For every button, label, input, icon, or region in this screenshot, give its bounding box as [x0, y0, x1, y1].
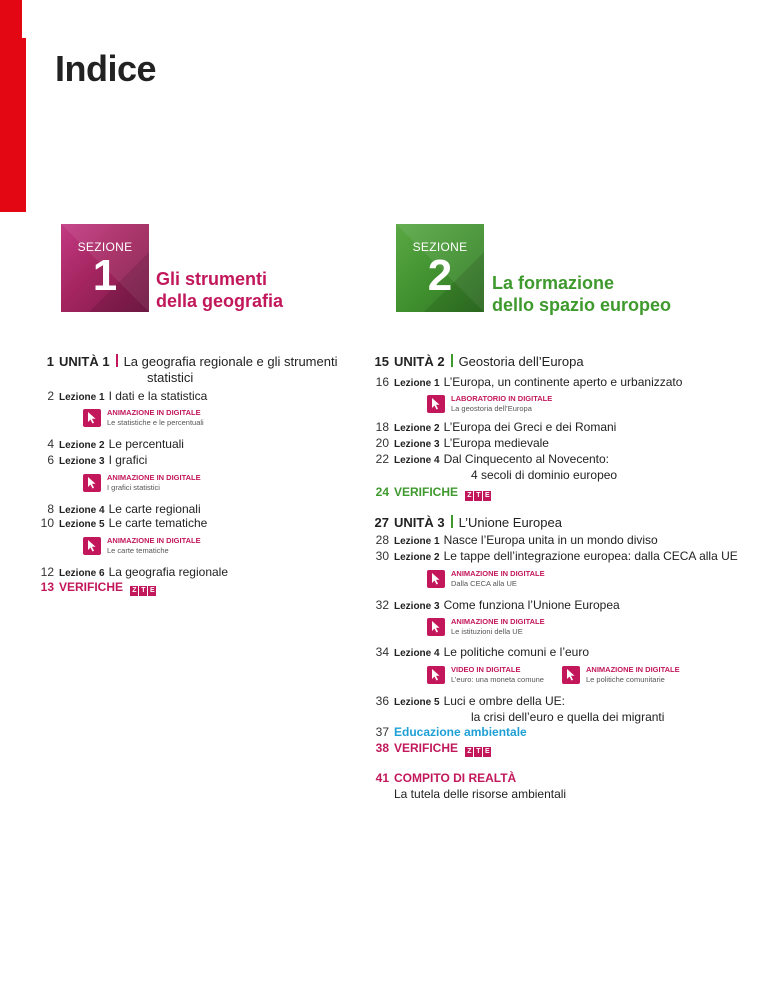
- cursor-arrow-icon: [83, 474, 101, 492]
- section-1-badge: [61, 224, 149, 312]
- section-1-title: Gli strumenti della geografia: [156, 269, 284, 311]
- toc-entry[interactable]: 22 Lezione 4 Dal Cinquecento al Novecento:: [375, 452, 610, 466]
- toc-entry[interactable]: 28 Lezione 1 Nasce l’Europa unita in un mondo diviso: [375, 533, 658, 547]
- verifiche-entry[interactable]: 13 VERIFICHE Z T E: [30, 580, 157, 596]
- red-accent-band: [0, 0, 22, 212]
- cursor-arrow-icon: [427, 395, 445, 413]
- toc-entry[interactable]: 6 Lezione 3 I grafici: [47, 453, 148, 467]
- section-label: SEZIONE: [77, 240, 133, 254]
- toc-entry[interactable]: 30 Lezione 2 Le tappe dell’integrazione europea: dalla CECA alla UE: [375, 549, 738, 563]
- toc-entry[interactable]: 12 Lezione 6 La geografia regionale: [40, 565, 229, 579]
- section-number: 1: [92, 251, 118, 300]
- lesson-title-cont: 4 secoli di dominio europeo: [471, 468, 618, 482]
- cursor-arrow-icon: [562, 666, 580, 684]
- toc-entry[interactable]: 32 Lezione 3 Come funziona l’Unione Europea: [375, 598, 620, 612]
- educazione-ambientale-entry[interactable]: 37 Educazione ambientale: [375, 725, 527, 739]
- cursor-arrow-icon: [427, 570, 445, 588]
- toc-entry[interactable]: 36 Lezione 5 Luci e ombre della UE:: [375, 694, 565, 708]
- zte-logo-icon: Z T E: [467, 492, 490, 499]
- compito-subtitle: La tutela delle risorse ambientali: [394, 787, 567, 801]
- unit-2-entry[interactable]: 15 UNITÀ 2 Geostoria dell’Europa: [374, 354, 584, 369]
- verifiche-entry[interactable]: 38 VERIFICHE Z T E: [365, 741, 492, 757]
- red-accent-hook: [22, 38, 48, 212]
- lesson-title-cont: la crisi dell’euro e quella dei migranti: [471, 710, 665, 724]
- unit-3-entry[interactable]: 27 UNITÀ 3 L’Unione Europea: [374, 515, 562, 530]
- zte-logo-icon: Z T E: [132, 587, 155, 594]
- zte-logo-icon: Z T E: [467, 748, 490, 755]
- unit-1-entry[interactable]: 1 UNITÀ 1 La geografia regionale e gli strumenti: [46, 354, 338, 369]
- section-number: 2: [427, 251, 453, 300]
- toc-entry[interactable]: 34 Lezione 4 Le politiche comuni e l’euro: [375, 645, 589, 659]
- section-2-badge: [396, 224, 484, 312]
- section-2-title: La formazione dello spazio europeo: [492, 273, 672, 315]
- cursor-arrow-icon: [427, 618, 445, 636]
- toc-entry[interactable]: 10 Lezione 5 Le carte tematiche: [40, 516, 208, 530]
- cursor-arrow-icon: [427, 666, 445, 684]
- toc-entry[interactable]: 2 Lezione 1 I dati e la statistica: [47, 389, 208, 403]
- compito-di-realta-entry[interactable]: 41 COMPITO DI REALTÀ: [375, 771, 517, 785]
- toc-entry[interactable]: 8 Lezione 4 Le carte regionali: [47, 502, 201, 516]
- unit-1-title-cont: statistici: [147, 370, 194, 385]
- section-label: SEZIONE: [412, 240, 468, 254]
- cursor-arrow-icon: [83, 409, 101, 427]
- toc-entry[interactable]: 20 Lezione 3 L’Europa medievale: [375, 436, 549, 450]
- verifiche-entry[interactable]: 24 VERIFICHE Z T E: [365, 485, 492, 501]
- toc-entry[interactable]: 18 Lezione 2 L’Europa dei Greci e dei Romani: [375, 420, 617, 434]
- toc-entry[interactable]: 16 Lezione 1 L’Europa, un continente aperto e urbanizzato: [375, 375, 683, 389]
- cursor-arrow-icon: [83, 537, 101, 555]
- toc-entry[interactable]: 4 Lezione 2 Le percentuali: [47, 437, 184, 451]
- page-title: Indice: [55, 48, 157, 89]
